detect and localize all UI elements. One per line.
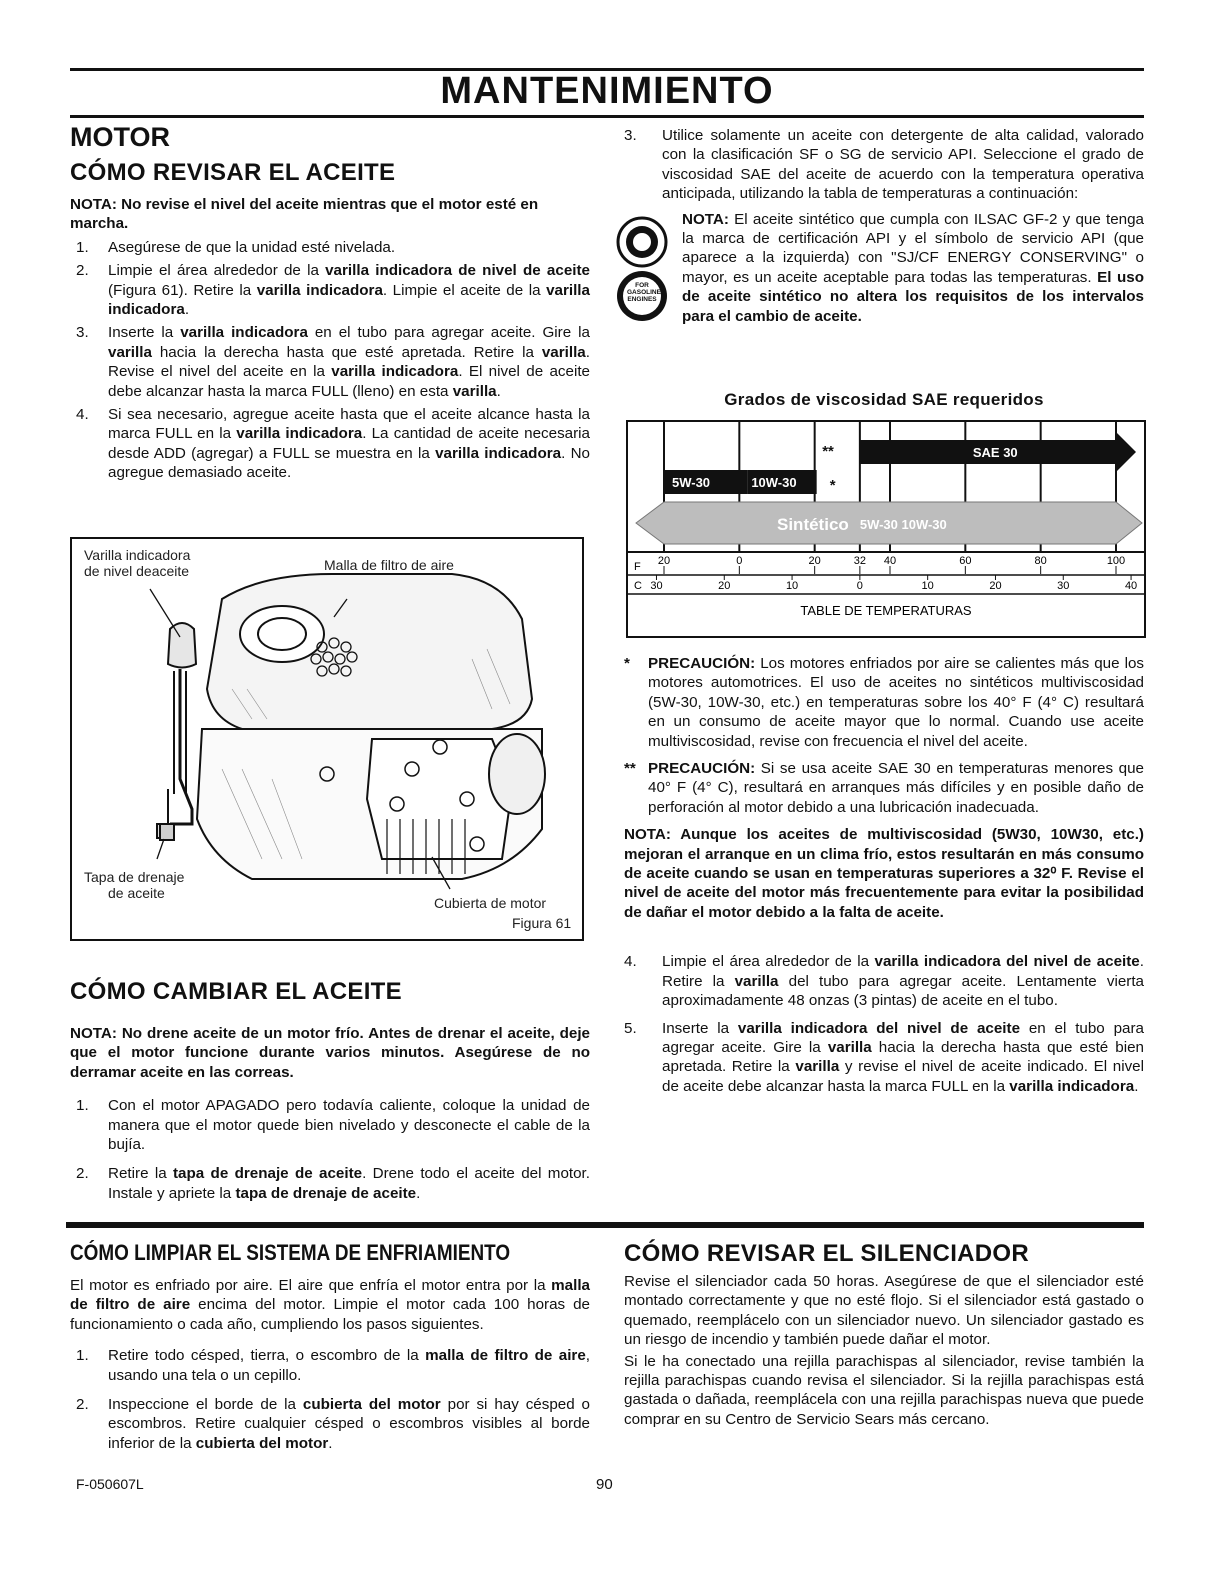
cooling-intro: El motor es enfriado por aire. El aire que enfría el motor entra por la malla de filtro de aire encima del motor. Limpie el motor cada 100 horas de funcionamiento o cada año, cumpliendo los pasos siguientes. — [70, 1277, 590, 1333]
viscosity-chart — [626, 420, 1146, 638]
cooling-section — [70, 1240, 590, 1457]
figure-61-engine — [70, 537, 584, 941]
list-item: 2. Limpie el área alrededor de la varilla indicadora de nivel de aceite (Figura 61). Retire la varilla indicadora. Limpie el aceite de la varilla indicadora. — [76, 262, 590, 319]
check-oil-steps — [70, 238, 590, 483]
c-scale-label: C — [634, 580, 642, 592]
right-steps — [624, 952, 1144, 1096]
footer-code: F-050607L — [76, 1476, 144, 1492]
mark-asterisk: * — [829, 477, 836, 494]
chart-title: Grados de viscosidad SAE requeridos — [724, 390, 1044, 409]
muffler-p1: Revise el silenciador cada 50 horas. Asegúrese de que el silenciador esté montado correctamente y que no esté flojo. Si el silenciador está gastado o quemado, reemplácelo con un silenciador nuevo. Un silenciador gastado es un riesgo de incendio y también puede dañar el motor. — [624, 1273, 1144, 1349]
c-tick-label: 20 — [718, 580, 731, 592]
section-divider — [66, 1222, 1144, 1228]
c-tick-label: 40 — [1124, 580, 1138, 592]
right-lower — [624, 654, 1144, 1100]
c-tick-label: 30 — [650, 580, 663, 592]
title-rule — [70, 115, 1144, 118]
list-item: 4. Si sea necesario, agregue aceite hasta que el aceite alcance hasta la marca FULL en la varilla indicadora. La cantidad de aceite necesaria desde ADD (agregar) a FULL se muestra en la varilla indicadora. No agregue demasiado aceite. — [76, 406, 590, 482]
figure-caption: Figura 61 — [512, 915, 572, 931]
check-oil-heading: CÓMO REVISAR EL ACEITE — [70, 159, 396, 186]
list-item: 3. Inserte la varilla indicadora en el tubo para agregar aceite. Gire la varilla hacia la derecha hasta que esté apretada. Retire la varilla. Revise el nivel del aceite en la varilla indicadora. El nivel de aceite debe alcanzar hasta la marca FULL (lleno) en esta varilla. — [76, 324, 590, 400]
f-tick-label: 40 — [883, 555, 897, 567]
cooling-steps — [70, 1346, 590, 1453]
bar-label-5w30: 5W-30 — [672, 475, 711, 490]
label-air-screen: Malla de filtro de aire — [324, 557, 454, 573]
change-oil-steps — [70, 1096, 590, 1203]
viscosity-chart-svg — [628, 422, 1144, 636]
c-tick-label: 10 — [785, 580, 799, 592]
c-tick-label: 20 — [989, 580, 1002, 592]
f-scale-label: F — [634, 561, 641, 573]
cooling-heading: CÓMO LIMPIAR EL SISTEMA DE ENFRIAMIENTO — [70, 1240, 511, 1265]
chart-footer: TABLE DE TEMPERATURAS — [800, 603, 972, 618]
label-engine-cover: Cubierta de motor — [434, 895, 547, 911]
synthetic-note: NOTA: El aceite sintético que cumpla con ILSAC GF-2 y que tenga la marca de certificación API y el símbolo de servicio API (que aparece a la izquierda) con "SJ/CF ENERGY CONSERVING" o mayor, es un aceite aceptable para todas las temperaturas. El uso de aceite sintético no altera los requisitos de los intervalos para el cambio de aceite. — [682, 210, 1144, 325]
muffler-section — [624, 1240, 1144, 1429]
list-item: 3. Utilice solamente un aceite con detergente de alta calidad, valorado con la clasificación SF o SG de servicio API. Seleccione el grado de viscosidad SAE del aceite de acuerdo con la temperatura operativa anticipada, utilizando la tabla de temperaturas a continuación: — [624, 127, 1144, 203]
warning-1: * PRECAUCIÓN: Los motores enfriados por aire se calientes más que los motores automotrices. El uso de aceites no sintéticos multiviscosidad (5W-30, 10W-30, etc.) en temperaturas sobre los 40° F (4° C) resultará en un consumo de aceite mayor que lo normal. Cuando use aceite multiviscosidad, revise con frecuencia el nivel del aceite. — [624, 655, 1144, 750]
c-tick-label: 0 — [856, 580, 863, 592]
list-item: 4. Limpie el área alrededor de la varilla indicadora del nivel de aceite. Retire la varilla del tubo para agregar aceite. Lentamente vierta aproximadamente 48 onzas (3 pintas) de aceite en el tubo. — [624, 953, 1144, 1010]
list-item: 2. Retire la tapa de drenaje de aceite. Drene todo el aceite del motor. Instale y apriete la tapa de drenaje de aceite. — [76, 1165, 590, 1202]
step-3 — [624, 126, 1144, 204]
bar-label-synthetic: Sintético — [777, 515, 849, 534]
mark-double-asterisk: ** — [822, 443, 834, 460]
page-title: MANTENIMIENTO — [440, 70, 774, 112]
f-tick-label: 60 — [959, 555, 972, 567]
f-tick-label: 100 — [1106, 555, 1126, 567]
change-oil-heading: CÓMO CAMBIAR EL ACEITE — [70, 978, 402, 1005]
label-dipstick: Varilla indicadora de nivel deaceite — [84, 547, 191, 579]
muffler-p2: Si le ha conectado una rejilla parachispas al silenciador, revise también la rejilla parachispas cuando revisa el silenciador. Si la rejilla parachispas está gastada o dañada, reemplácela con una rejilla parachispas nueva que puede comprar en su Centro de Servicio Sears más cercano. — [624, 1352, 1144, 1428]
api-seal-text: FOR GASOLINE ENGINES — [627, 281, 661, 303]
list-item: 5. Inserte la varilla indicadora del nivel de aceite en el tubo para agregar aceite. Gire la varilla hacia la derecha hasta que esté bien apretada. Retire la varilla y revise el nivel de aceite indicado. El nivel de aceite debe alcanzar hasta la marca FULL en la varilla indicadora. — [624, 1019, 1144, 1095]
section-motor: MOTOR — [70, 122, 170, 152]
f-tick-label: 20 — [657, 555, 671, 567]
list-item: 2. Inspeccione el borde de la cubierta del motor por si hay césped o escombros. Retire cualquier césped o escombros visibles al borde inferior de la cubierta del motor. — [76, 1396, 591, 1452]
check-oil-note: NOTA: No revise el nivel del aceite mientras que el motor esté en marcha. — [70, 196, 539, 233]
list-item: 1. Asegúrese de que la unidad esté nivelada. — [76, 238, 396, 256]
api-service-symbol-icon — [614, 214, 674, 326]
list-item: 1. Con el motor APAGADO pero todavía caliente, coloque la unidad de manera que el motor quede bien nivelado y desconecte el cable de la bujía. — [76, 1097, 590, 1154]
warning-2: ** PRECAUCIÓN: Si se usa aceite SAE 30 en temperaturas menores que 40° F (4° C), resultará en arranques más difíciles y en posible daño de perforación al motor debido a una lubricación inadecuada. — [624, 760, 1144, 816]
f-tick-label: 0 — [736, 555, 743, 567]
c-tick-label: 30 — [1057, 580, 1070, 592]
muffler-heading: CÓMO REVISAR EL SILENCIADOR — [624, 1240, 1030, 1267]
bar-label-10w30: 10W-30 — [751, 475, 797, 490]
left-column — [70, 122, 590, 487]
change-oil-section — [70, 978, 590, 1207]
f-tick-label: 32 — [853, 555, 866, 567]
bar-label-sae30: SAE 30 — [972, 445, 1018, 460]
f-tick-label: 80 — [1034, 555, 1047, 567]
page-number: 90 — [596, 1476, 613, 1493]
list-item: 1. Retire todo césped, tierra, o escombro de la malla de filtro de aire, usando una tela o un cepillo. — [76, 1347, 590, 1384]
f-tick-label: 20 — [808, 555, 821, 567]
right-column — [624, 126, 1144, 326]
multi-viscosity-note: NOTA: Aunque los aceites de multiviscosidad (5W30, 10W30, etc.) mejoran el arranque en un clima frío, estos resultarán en más consumo de aceite cuando se usan en temperaturas superiores a 32⁰ F. Revise el nivel de aceite del motor más frecuentemente para evitar la posibilidad de dañar el motor debido a la falta de aceite. — [624, 826, 1144, 921]
c-tick-label: 10 — [921, 580, 934, 592]
label-drain-plug: Tapa de drenaje de aceite — [84, 869, 185, 901]
change-oil-note: NOTA: No drene aceite de un motor frío. Antes de drenar el aceite, deje que el motor funcione durante varios minutos. Asegúrese de no derramar aceite en las correas. — [70, 1025, 590, 1081]
bar-label-synthetic-grades: 5W-30 10W-30 — [859, 517, 947, 532]
